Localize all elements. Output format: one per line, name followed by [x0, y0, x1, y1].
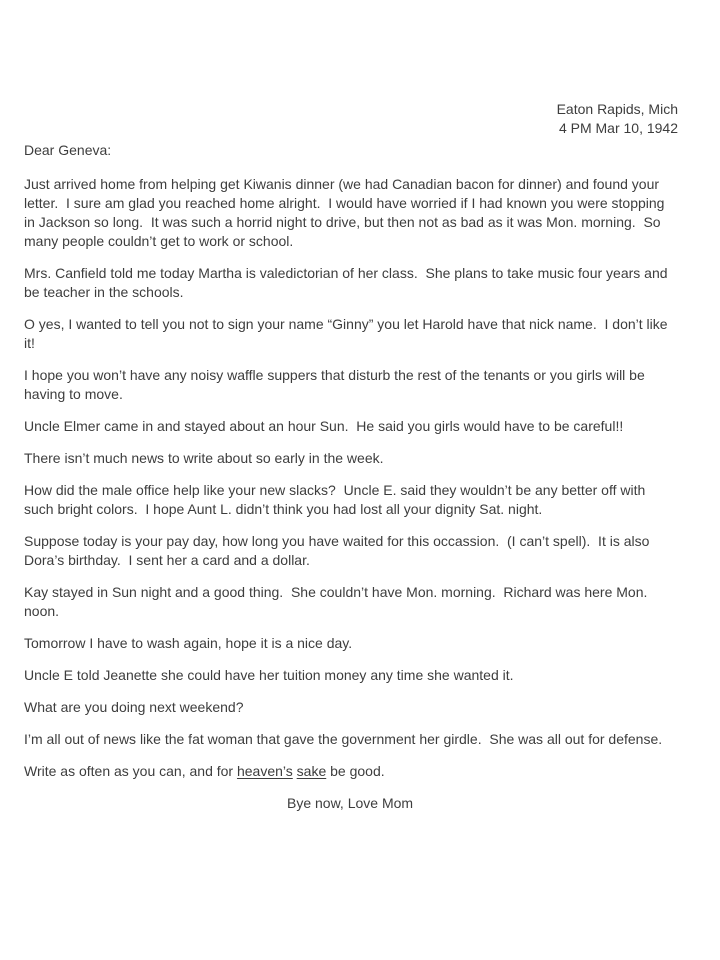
- letter-paragraph: Tomorrow I have to wash again, hope it is a nice day.: [24, 635, 353, 651]
- letter-paragraph: What are you doing next weekend?: [24, 699, 244, 715]
- letter-paragraph: Just arrived home from helping get Kiwanis dinner (we had Canadian bacon for dinner) and found your letter. I sure am glad you reached home alright. I would have worried if I had known you were stopping in Jackson so long. It was such a horrid night to drive, but then not as bad as it was Mon. morning. So many people couldn’t get to work or school.: [24, 176, 669, 249]
- underlined-word-sake: sake: [296, 763, 327, 779]
- letter-paragraph: O yes, I wanted to tell you not to sign your name “Ginny” you let Harold have that nick name. I don’t like it!: [24, 316, 672, 351]
- closing-request-line: [24, 762, 678, 781]
- letter-paragraph: There isn’t much news to write about so early in the week.: [24, 450, 384, 466]
- letter-paragraph: Mrs. Canfield told me today Martha is valedictorian of her class. She plans to take music four years and be teacher in the schools.: [24, 265, 672, 300]
- letter-paragraph: Kay stayed in Sun night and a good thing. She couldn’t have Mon. morning. Richard was here Mon. noon.: [24, 584, 652, 619]
- letter-paragraph: I hope you won’t have any noisy waffle suppers that disturb the rest of the tenants or you girls will be having to move.: [24, 367, 649, 402]
- header-location: Eaton Rapids, Mich: [556, 101, 678, 117]
- letter-paragraph: Uncle E told Jeanette she could have her tuition money any time she wanted it.: [24, 667, 514, 683]
- letter-paragraph: Suppose today is your pay day, how long you have waited for this occassion. (I can’t spell). It is also Dora’s birthday. I sent her a card and a dollar.: [24, 533, 654, 568]
- header-date: 4 PM Mar 10, 1942: [558, 120, 678, 136]
- signoff: Bye now, Love Mom: [287, 795, 414, 811]
- letter-paragraph: I’m all out of news like the fat woman that gave the government her girdle. She was all out for defense.: [24, 731, 663, 747]
- salutation: Dear Geneva:: [24, 142, 112, 158]
- letter-paragraph: Uncle Elmer came in and stayed about an hour Sun. He said you girls would have to be careful!!: [24, 418, 624, 434]
- underlined-word-heavens: heaven’s: [236, 763, 293, 779]
- letter-paragraph: How did the male office help like your new slacks? Uncle E. said they wouldn’t be any better off with such bright colors. I hope Aunt L. didn’t think you had lost all your dignity Sat. night.: [24, 482, 650, 517]
- closing-text-suffix: be good.: [326, 763, 385, 779]
- letter-header: [24, 100, 678, 138]
- closing-text-prefix: Write as often as you can, and for: [24, 763, 237, 779]
